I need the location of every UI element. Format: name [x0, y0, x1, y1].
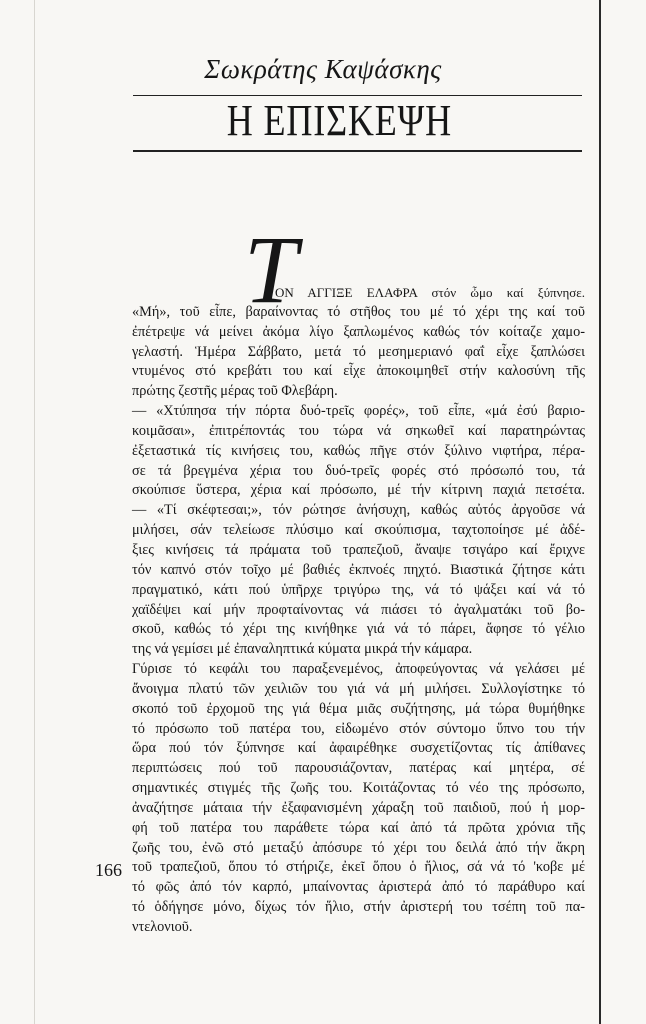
body-line: σκοπό τοῦ ἐρχομοῦ της γιά θέμα μιᾶς συζήτησης, μά τώρα θυμήθηκε — [132, 700, 585, 717]
body-line: ἀναζήτησε μάταια τήν ἐξαφανισμένη χάραξη τοῦ παιδιοῦ, πού ἡ μορ- — [132, 799, 585, 816]
body-line: τοῦ τραπεζιοῦ, ὅπου τό στήριζε, ἐκεῖ ὅπου ὁ ἥλιος, σά νά τό 'κοβε μέ — [132, 859, 585, 876]
body-line: περιπτώσεις πού τοῦ παρουσιάζονταν, πατέρας καί μητέρα, σέ — [132, 760, 585, 777]
body-line: ἐξεταστικά τίς κινήσεις του, καθώς πῆγε στόν ξύλινο νιφτήρα, πέρα- — [132, 442, 585, 459]
body-line: ζωῆς του, ἐνῶ στό μεταξύ ἀπόσυρε τό χέρι του δειλά ἀπό τήν ἄκρη — [132, 839, 585, 856]
body-line: γελαστή. Ἡμέρα Σάββατο, μετά τό μεσημεριανό φαΐ εἶχε ξαπλώσει — [132, 343, 585, 360]
body-line: της νά γεμίσει μέ ἐπαναληπτικά κύματα μικρά τήν κάμαρα. — [132, 641, 473, 658]
body-line: ἐπέτρεψε νά μείνει ἀκόμα λίγο ξαπλωμένος καθώς τόν κοίταζε χαμο- — [132, 323, 585, 340]
body-line: — «Χτύπησα τήν πόρτα δυό-τρεῖς φορές», τοῦ εἶπε, «μά ἐσύ βαριο- — [132, 403, 585, 420]
body-line: χαϊδέψει καί μήν προφταίνοντας νά πιάσει τό ἀγαλματάκι τοῦ βο- — [132, 601, 585, 618]
body-line: σκούπισε ὕστερα, χέρια καί πρόσωπο, μέ τήν κίτρινη παχιά πετσέτα. — [132, 482, 585, 499]
page-edge-left — [34, 0, 35, 1024]
body-line: σκοῦ, καθώς τό χέρι της κινήθηκε γιά νά τό πάρει, ἄφησε τό γέλιο — [132, 621, 585, 638]
header-rule-bottom — [133, 150, 582, 152]
body-line: πραγματικό, κάτι πού ὑπῆρχε τριγύρω της, νά τό ψάξει καί νά τό — [132, 581, 585, 598]
body-line: κοιμᾶσαι», ἐπιτρέποντάς του τώρα νά σηκωθεῖ καί παρατηρώντας — [132, 422, 585, 439]
body-line: ἄνοιγμα πλατύ τῶν χειλιῶν του γιά νά μή μιλήσει. Συλλογίστηκε τό — [132, 680, 585, 697]
body-line: τό ὁδήγησε μόνο, δίχως τόν ἥλιο, στήν ἀριστερή του τσέπη τοῦ πα- — [132, 899, 585, 916]
body-line: σε τά βρεγμένα χέρια του δυό-τρεῖς φορές στό πρόσωπό του, τά — [132, 462, 585, 479]
page-number: 166 — [95, 860, 122, 880]
body-line: φή τοῦ πατέρα του παράθετε τώρα καί ἀπό τά πρῶτα χρόνια τῆς — [132, 819, 585, 836]
body-line: ντυμένος στό κρεβάτι του καί εἶχε ἀποκοιμηθεῖ στήν καλοσύνη τῆς — [132, 363, 585, 380]
body-line: ντελονιοῦ. — [132, 919, 193, 935]
story-body — [132, 283, 585, 938]
body-line: τόν καπνό στόν τοῖχο μέ βαθιές ἐκπνοές πηχτό. Βιαστικά ζήτησε κάτι — [132, 561, 585, 578]
body-line: σημαντικές στιγμές τῆς ζωῆς του. Κοιτάζοντας τό νέο της πρόσωπο, — [132, 780, 585, 797]
opening-line: ΟΝ ΑΓΓΙΞΕ ΕΛΑΦΡΑ στόν ὦμο καί ξύπνησε. — [275, 285, 585, 300]
body-lines — [132, 303, 585, 938]
body-line: μιλήσει, σάν τελείωσε πλύσιμο καί σκούπισμα, ταχτοποίησε μέ ἀδέ- — [132, 522, 585, 539]
drop-cap: Τ — [244, 216, 298, 323]
body-line: πρώτης ζεστῆς μέρας τοῦ Φλεβάρη. — [132, 383, 338, 400]
body-line: ὥρα πού τόν ξύπνησε καί ἀφαιρέθηκε συσχετίζοντας τίς ἀπίθανες — [132, 740, 585, 757]
author-name: Σωκράτης Καψάσκης — [204, 54, 442, 84]
body-line: Γύρισε τό κεφάλι του παραξενεμένος, ἀποφεύγοντας νά γελάσει μέ — [132, 661, 585, 678]
story-title: Η ΕΠΙΣΚΕΨΗ — [226, 96, 452, 145]
body-line: τό φῶς ἀπό τόν καρπό, μπαίνοντας ἀριστερά ἀπό τό παράθυρο καί — [132, 879, 585, 896]
body-line: — «Τί σκέφτεσαι;», τόν ρώτησε ἀνήσυχη, καθώς αὐτός ἀργοῦσε νά — [132, 502, 585, 519]
body-line: τό πρόσωπο τοῦ πατέρα του, εἰδωμένο στόν σύντομο ὕπνο του τήν — [132, 720, 585, 737]
page-edge-right — [599, 0, 601, 1024]
body-line: ξιες κινήσεις τά πράματα τοῦ τραπεζιοῦ, ἄναψε τσιγάρο καί ἔριχνε — [132, 541, 585, 558]
body-line: «Μή», τοῦ εἶπε, βαραίνοντας τό στῆθος του μέ τό χέρι της καί τοῦ — [132, 303, 585, 320]
